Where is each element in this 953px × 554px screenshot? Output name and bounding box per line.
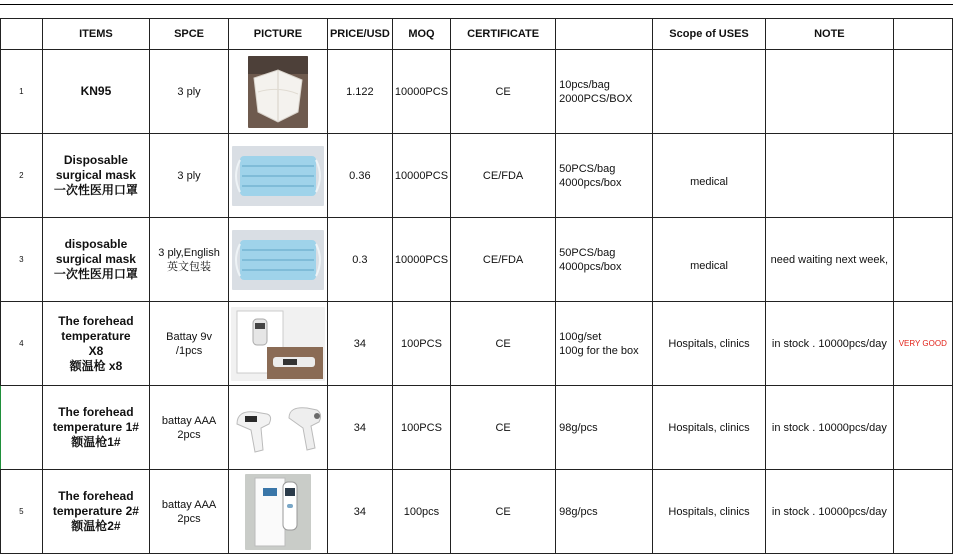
item-spec-line: 英文包装 [167,260,212,273]
item-uses-text: Hospitals, clinics [668,505,750,518]
item-name-line: temperature 1# [52,420,139,434]
header-items: ITEMS [42,19,150,50]
item-name-line: temperature [61,328,131,343]
item-spec-line: battay AAA 2pcs [161,414,217,441]
item-uses [652,470,765,554]
row-number: 5 [1,470,43,554]
item-spec-line: 3 ply,English [158,246,220,259]
item-name-line: 额温枪1# [71,435,121,449]
item-name [42,302,150,386]
item-moq: 10000PCS [392,50,450,134]
item-name-line: 一次性医用口罩 [53,267,138,281]
item-name-line: KN95 [80,84,112,98]
item-name-line: The forehead [58,313,134,328]
item-spec [150,50,229,134]
item-uses-text: medical [690,259,728,272]
item-extra [893,134,952,218]
item-certificate: CE [451,470,556,554]
item-note [766,134,893,218]
item-uses-text: medical [690,175,728,188]
item-price: 1.122 [327,50,392,134]
product-table [0,18,953,554]
item-packing [556,386,653,470]
item-certificate: CE [451,50,556,134]
header-row [1,19,953,50]
item-name-line: X8 [88,343,104,358]
item-name-line: surgical mask [55,168,136,182]
item-picture [228,134,327,218]
item-packing-line: 98g/pcs [559,421,598,434]
header-packing [556,19,653,50]
item-uses [652,302,765,386]
item-spec-line: battay AAA 2pcs [161,498,217,525]
surgical-mask-photo [232,146,324,206]
top-rule [0,0,953,5]
item-moq: 10000PCS [392,218,450,302]
header-picture: PICTURE [228,19,327,50]
item-spec [150,470,229,554]
item-extra [893,302,952,386]
table-row [1,50,953,134]
item-packing [556,302,653,386]
item-packing [556,134,653,218]
item-packing-line: 50PCS/bag [559,246,616,259]
item-packing-line: 100g/set [559,330,602,343]
table-row [1,134,953,218]
item-name [42,134,150,218]
item-name-line: 一次性医用口罩 [53,183,138,197]
item-moq: 10000PCS [392,134,450,218]
item-certificate: CE [451,302,556,386]
header-extra [893,19,952,50]
thermometer-box-photo [245,474,311,550]
thermometer-gun-photo [233,398,323,458]
item-note: need waiting next week, [766,218,893,302]
item-certificate: CE/FDA [451,134,556,218]
table-row [1,218,953,302]
surgical-mask-photo [232,230,324,290]
item-packing-line: 4000pcs/box [559,176,622,189]
item-packing [556,470,653,554]
item-name [42,218,150,302]
item-picture [228,218,327,302]
item-picture [228,302,327,386]
header-moq: MOQ [392,19,450,50]
row-number: 3 [1,218,43,302]
table-row [1,386,953,470]
item-spec [150,386,229,470]
header-spec: SPCE [150,19,229,50]
header-price: PRICE/USD [327,19,392,50]
header-number [1,19,43,50]
item-name-line: 额温枪 x8 [69,358,123,373]
item-name [42,470,150,554]
item-moq: 100PCS [392,386,450,470]
item-spec [150,302,229,386]
item-packing-line: 98g/pcs [559,505,598,518]
item-certificate: CE/FDA [451,218,556,302]
item-price: 34 [327,302,392,386]
item-note: in stock . 10000pcs/day [766,470,893,554]
item-spec-line: 3 ply [177,85,201,98]
item-extra [893,386,952,470]
status-badge: VERY GOOD [898,339,947,348]
kn95-mask-photo [248,56,308,128]
item-note [766,50,893,134]
item-name-line: 额温枪2# [71,519,121,533]
item-extra [893,470,952,554]
item-uses [652,134,765,218]
item-packing-line: 2000PCS/BOX [559,92,633,105]
item-name-line: Disposable [63,153,128,167]
item-packing [556,50,653,134]
item-moq: 100pcs [392,470,450,554]
header-uses: Scope of USES [652,19,765,50]
item-name-line: temperature 2# [52,504,139,518]
item-certificate: CE [451,386,556,470]
row-number: 4 [1,302,43,386]
item-price: 0.3 [327,218,392,302]
item-uses-text: Hospitals, clinics [668,337,750,350]
table-row [1,470,953,554]
item-uses [652,386,765,470]
thermometer-x8-photo [231,307,325,381]
item-uses-text: Hospitals, clinics [668,421,750,434]
item-picture [228,50,327,134]
item-note: in stock . 10000pcs/day [766,302,893,386]
row-number: 2 [1,134,43,218]
item-name-line: The forehead [58,405,134,419]
row-number [1,386,43,470]
row-number: 1 [1,50,43,134]
item-price: 0.36 [327,134,392,218]
table-row [1,302,953,386]
item-spec [150,134,229,218]
item-picture [228,386,327,470]
item-price: 34 [327,470,392,554]
header-note: NOTE [766,19,893,50]
item-uses [652,218,765,302]
item-note: in stock . 10000pcs/day [766,386,893,470]
item-packing-line: 4000pcs/box [559,260,622,273]
item-name-line: surgical mask [55,252,136,266]
item-spec [150,218,229,302]
item-picture [228,470,327,554]
item-extra [893,50,952,134]
item-name [42,50,150,134]
item-packing-line: 50PCS/bag [559,162,616,175]
item-extra [893,218,952,302]
item-packing-line: 100g for the box [559,344,639,357]
item-spec-line: Battay 9v /1pcs [166,330,212,357]
item-spec-line: 3 ply [177,169,201,182]
item-name-line: disposable [64,237,128,251]
item-packing [556,218,653,302]
item-name-line: The forehead [58,489,134,503]
item-moq: 100PCS [392,302,450,386]
item-packing-line: 10pcs/bag [559,78,610,91]
item-price: 34 [327,386,392,470]
header-certificate: CERTIFICATE [451,19,556,50]
item-uses [652,50,765,134]
item-name [42,386,150,470]
